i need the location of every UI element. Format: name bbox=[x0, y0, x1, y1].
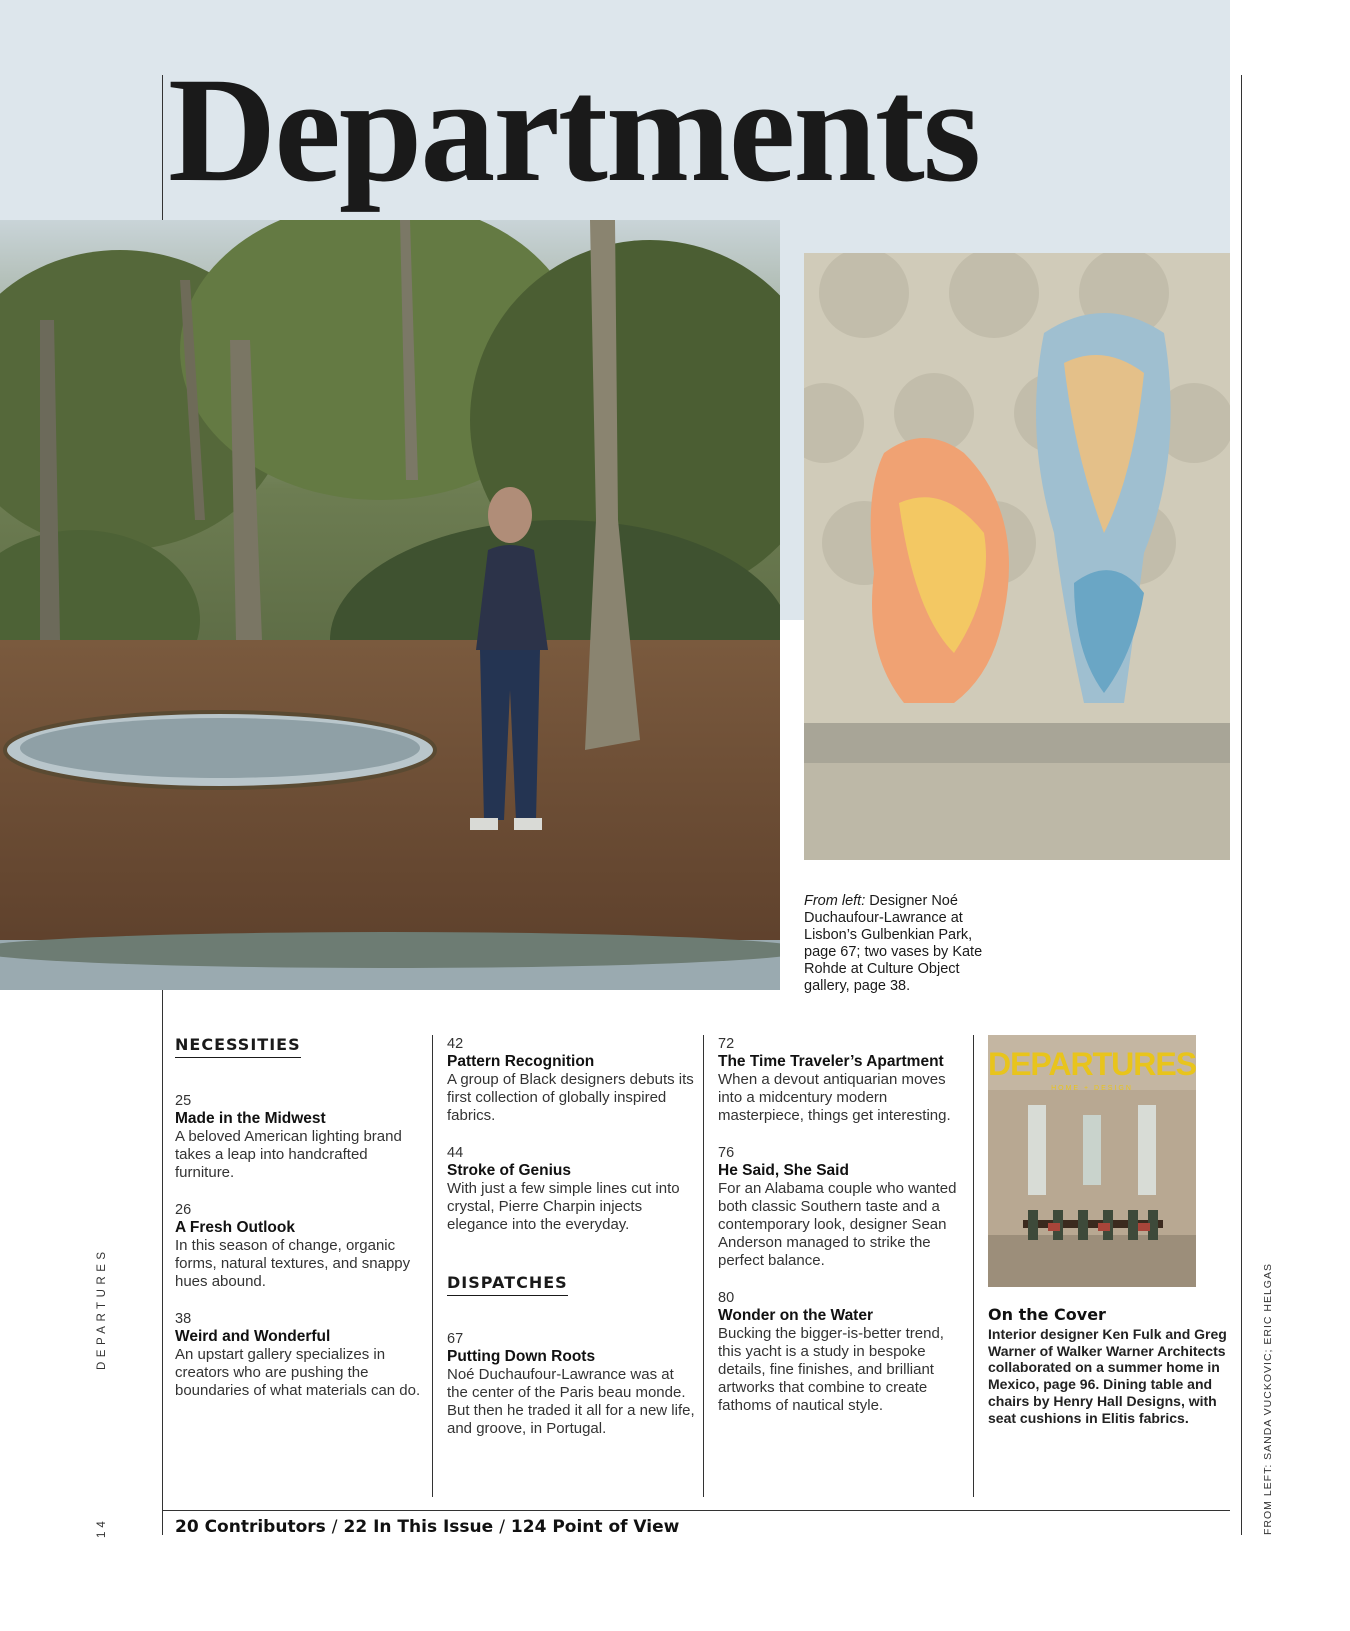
side-brand: DEPARTURES bbox=[96, 1247, 108, 1370]
entry-title: Pattern Recognition bbox=[447, 1053, 595, 1070]
entry-page: 80 bbox=[718, 1290, 735, 1306]
toc-entry[interactable] bbox=[175, 1092, 425, 1182]
separator: / bbox=[331, 1517, 338, 1537]
entry-title: Stroke of Genius bbox=[447, 1162, 572, 1179]
column-divider bbox=[703, 1035, 704, 1497]
entry-title: Putting Down Roots bbox=[447, 1348, 596, 1365]
column-2 bbox=[447, 1035, 697, 1457]
cover-thumbnail[interactable] bbox=[988, 1035, 1196, 1287]
footer-link-point-of-view[interactable]: 124 Point of View bbox=[510, 1517, 680, 1537]
entry-page: 26 bbox=[175, 1202, 192, 1218]
toc-entry[interactable] bbox=[718, 1289, 968, 1415]
entry-desc: An upstart gallery specializes in creators who are pushing the boundaries of what materials can do. bbox=[175, 1346, 421, 1399]
vases-photo bbox=[804, 253, 1230, 860]
entry-page: 72 bbox=[718, 1036, 735, 1052]
entry-desc: For an Alabama couple who wanted both classic Southern taste and a contemporary look, designer Sean Anderson managed to strike the perfect balance. bbox=[718, 1180, 957, 1269]
toc-entry[interactable] bbox=[175, 1310, 425, 1400]
footer-link-contributors[interactable]: 20 Contributors bbox=[175, 1517, 326, 1537]
cover-column bbox=[988, 1035, 1238, 1426]
caption-text: Designer Noé Duchaufour-Lawrance at Lisbon’s Gulbenkian Park, page 67; two vases by Kate Rohde at Culture Object gallery, page 38. bbox=[804, 893, 983, 994]
right-rule bbox=[1241, 75, 1242, 1535]
garden-portrait-photo bbox=[0, 220, 780, 990]
entry-desc: In this season of change, organic forms, natural textures, and snappy hues abound. bbox=[175, 1237, 411, 1290]
footer-rule bbox=[162, 1510, 1230, 1511]
cover-logo: DEPARTURES bbox=[988, 1046, 1196, 1082]
entry-page: 38 bbox=[175, 1311, 192, 1327]
toc-entry[interactable] bbox=[175, 1201, 425, 1291]
dispatches-heading: DISPATCHES bbox=[447, 1273, 568, 1296]
footer-nav bbox=[175, 1517, 679, 1537]
column-divider bbox=[973, 1035, 974, 1497]
entry-page: 25 bbox=[175, 1093, 192, 1109]
photo-caption bbox=[804, 893, 1004, 995]
page-title: Departments bbox=[168, 47, 980, 213]
toc-entry[interactable] bbox=[718, 1144, 968, 1270]
toc-entry[interactable] bbox=[447, 1330, 697, 1438]
photo-credit: FROM LEFT: SANDA VUCKOVIC; ERIC HELGAS bbox=[1262, 1263, 1274, 1535]
entry-title: Wonder on the Water bbox=[718, 1307, 873, 1324]
cover-tagline: HOME + DESIGN bbox=[1051, 1085, 1133, 1092]
cover-desc: Interior designer Ken Fulk and Greg Warner of Walker Warner Architects collaborated on a summer home in Mexico, page 96. Dining table and chairs by Henry Hall Designs, with seat cushions in Elitis fabrics. bbox=[988, 1326, 1227, 1426]
toc-entry[interactable] bbox=[447, 1035, 697, 1125]
entry-desc: A beloved American lighting brand takes a leap into handcrafted furniture. bbox=[175, 1128, 402, 1181]
entry-page: 44 bbox=[447, 1145, 464, 1161]
footer-link-in-this-issue[interactable]: 22 In This Issue bbox=[343, 1517, 494, 1537]
entry-title: Weird and Wonderful bbox=[175, 1328, 331, 1345]
page-number: 14 bbox=[96, 1517, 108, 1538]
entry-title: He Said, She Said bbox=[718, 1162, 849, 1179]
entry-desc: When a devout antiquarian moves into a midcentury modern masterpiece, things get interesting. bbox=[718, 1071, 951, 1124]
entry-title: A Fresh Outlook bbox=[175, 1219, 295, 1236]
entry-page: 42 bbox=[447, 1036, 464, 1052]
necessities-column bbox=[175, 1035, 425, 1419]
caption-lead: From left: bbox=[804, 893, 866, 909]
column-3 bbox=[718, 1035, 968, 1434]
entry-desc: A group of Black designers debuts its first collection of globally inspired fabrics. bbox=[447, 1071, 694, 1124]
entry-page: 76 bbox=[718, 1145, 735, 1161]
entry-desc: With just a few simple lines cut into crystal, Pierre Charpin injects elegance into the everyday. bbox=[447, 1180, 680, 1233]
column-divider bbox=[432, 1035, 433, 1497]
entry-desc: Bucking the bigger-is-better trend, this yacht is a study in bespoke details, fine finishes, and brilliant artworks that combine to create fathoms of nautical style. bbox=[718, 1325, 944, 1414]
entry-title: The Time Traveler’s Apartment bbox=[718, 1053, 944, 1070]
separator: / bbox=[499, 1517, 505, 1537]
cover-title: On the Cover bbox=[988, 1305, 1106, 1324]
entry-page: 67 bbox=[447, 1331, 464, 1347]
toc-entry[interactable] bbox=[447, 1144, 697, 1234]
toc-entry[interactable] bbox=[718, 1035, 968, 1125]
entry-title: Made in the Midwest bbox=[175, 1110, 326, 1127]
entry-desc: Noé Duchaufour-Lawrance was at the center of the Paris beau monde. But then he traded it all for a new life, and groove, in Portugal. bbox=[447, 1366, 695, 1437]
necessities-heading: NECESSITIES bbox=[175, 1035, 301, 1058]
